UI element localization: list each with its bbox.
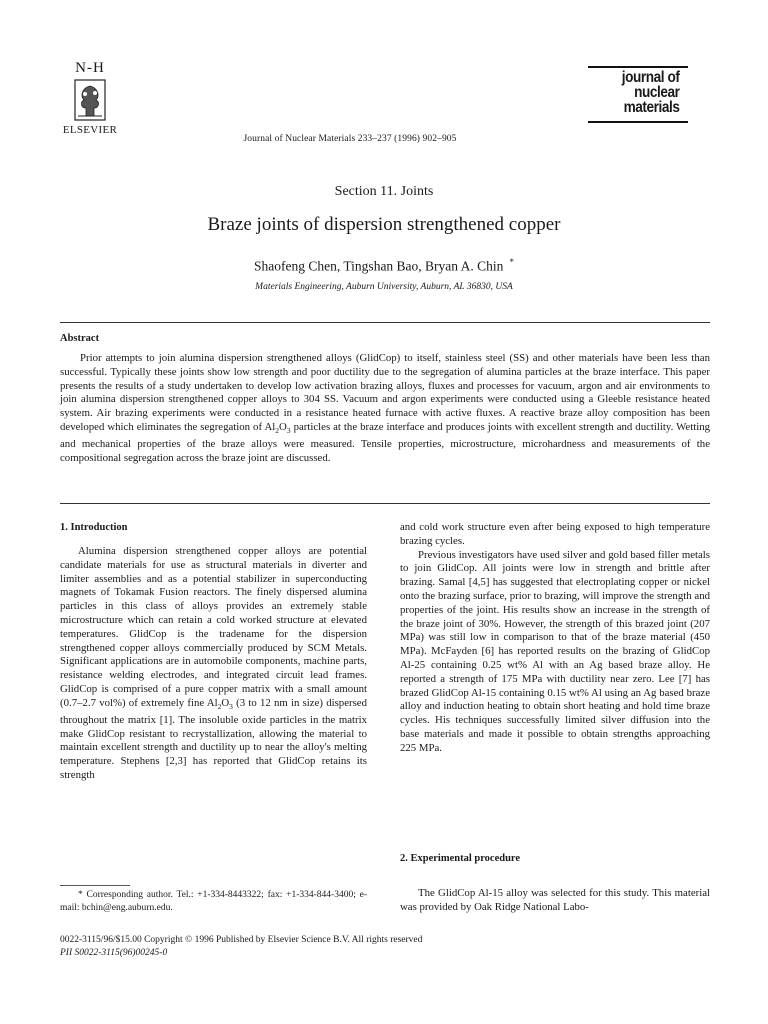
intro-paragraph-1: Alumina dispersion strengthened copper alloys are potential candidate materials for use as structural materials in diverter and limiter assemblies and as a potential stabilizer in superconducting magnets of Tokamak Fusion reactors. The finely dispersed alumina particles in this class of alloys provides an extremely stable microstructure which can retain a cold worked structure at elevated temperatures. GlidCop is the tradename for the dispersion strengthened copper alloys commercially produced by SCM Metals. Significant applications are in automobile components, machine parts, resistance welding electrodes, and integrated circuit lead frames. GlidCop is comprised of a pure copper matrix with a small amount (0.7–2.7 vol%) of extremely fine $Al_2O_3$ (3 to 12 nm in size) dispersed throughout the matrix [1]. The insoluble oxide particles in the matrix make GlidCop resistant to recrystallization, allowing the material to maintain excellent strength and ductility up to near the alloy's melting temperature. Stephens [2,3] has reported that GlidCop retains its strength bbox=[60, 545, 367, 781]
journal-logo-line-1: journal of bbox=[621, 69, 680, 86]
journal-logo-line-2: nuclear bbox=[634, 84, 680, 101]
copyright-line: 0022-3115/96/$15.00 Copyright © 1996 Published by Elsevier Science B.V. All rights reserved bbox=[60, 935, 423, 945]
experimental-text bbox=[400, 887, 710, 915]
journal-logo bbox=[588, 66, 688, 123]
paper-title: Braze joints of dispersion strengthened copper bbox=[207, 214, 561, 235]
experimental-heading: 2. Experimental procedure bbox=[400, 853, 521, 864]
footnote-rule bbox=[60, 885, 130, 886]
authors bbox=[0, 257, 768, 275]
journal-citation: Journal of Nuclear Materials 233–237 (1996) 902–905 bbox=[243, 134, 457, 144]
publisher-name: ELSEVIER bbox=[62, 124, 118, 136]
journal-logo-line-3: materials bbox=[623, 99, 680, 116]
abstract-bottom-rule bbox=[60, 503, 710, 504]
publisher-mark: N-H bbox=[75, 60, 105, 76]
corresponding-author-marker: * bbox=[509, 257, 514, 267]
abstract-heading: Abstract bbox=[60, 333, 100, 344]
pii-line: PII S0022-3115(96)00245-0 bbox=[60, 947, 168, 958]
journal-logo-rule-bottom bbox=[588, 121, 688, 123]
corresponding-author-footnote: * Corresponding author. Tel.: +1-334-8443322; fax: +1-334-844-3400; e-mail: bchin@eng.auburn.edu. bbox=[60, 890, 367, 913]
section-title: Section 11. Joints bbox=[334, 184, 434, 199]
journal-logo-rule-top bbox=[588, 66, 688, 68]
affiliation: Materials Engineering, Auburn University, Auburn, AL 36830, USA bbox=[255, 282, 513, 292]
intro-paragraph-2: Previous investigators have used silver and gold based filler metals to join GlidCop. All joints were low in strength and brittle after brazing. Samal [4,5] has suggested that electroplating copper or nickel onto the brazing surface, prior to brazing, will improve the strength and properties of the joint. His results show an increase in the strength of the braze joint of 30%. However, the strength of this brazed joint (207 MPa) was still low in comparison to that of the braze material (450 MPa). McFayden [6] has reported results on the brazing of GlidCop Al-25 containing 0.25 wt% Al with an Ag based braze alloy. He reported a strength of 175 MPa with ductility near zero. Lee [7] has brazed GlidCop Al-15 containing 0.15 wt% Al using an Ag based braze alloy and induction heating to obtain short heating and hold time braze cycles. His techniques successfully limited silver diffusion into the base materials and made it possible to obtain strengths approaching 225 MPa. bbox=[400, 548, 710, 754]
abstract-paragraph: Prior attempts to join alumina dispersion strengthened alloys (GlidCop) to itself, stainless steel (SS) and other materials have been less than successful. Typically these joints show low strength and poor ductility due to the segregation of alumina particles at the braze interface. This paper presents the results of a study undertaken to develop low activation brazing alloys, fluxes and processes for vacuum, argon and air environments to join alumina dispersion strengthened copper alloys to 304 SS. Vacuum and argon experiments were conducted using a Gleeble resistance heated system. Air brazing experiments were conducted in a resistance heated furnace with active fluxes. A reactive braze alloy composition has been developed which eliminates the segregation of $Al_2O_3$ particles at the braze interface and produces joints with excellent strength and ductility. Wetting and mechanical properties of the braze alloys were measured. Tensile properties, microstructure, microhardness and measurements of the compositional segregation across the braze joint are discussed. bbox=[60, 352, 710, 464]
abstract-top-rule bbox=[60, 322, 710, 323]
publisher-logo bbox=[55, 60, 125, 144]
elsevier-tree-emblem-icon bbox=[73, 78, 107, 122]
author-list: Shaofeng Chen, Tingshan Bao, Bryan A. Chin bbox=[254, 258, 504, 274]
abstract-body bbox=[60, 352, 710, 466]
experimental-paragraph-1: The GlidCop Al-15 alloy was selected for this study. This material was provided by Oak Ridge National Labo- bbox=[400, 887, 710, 913]
right-column bbox=[400, 521, 710, 756]
introduction-heading: 1. Introduction bbox=[60, 522, 128, 533]
left-column bbox=[60, 545, 367, 783]
intro-paragraph-1-continued: and cold work structure even after being exposed to high temperature brazing cycles. bbox=[400, 521, 710, 547]
footnote bbox=[60, 889, 367, 914]
copyright-block bbox=[60, 934, 422, 959]
